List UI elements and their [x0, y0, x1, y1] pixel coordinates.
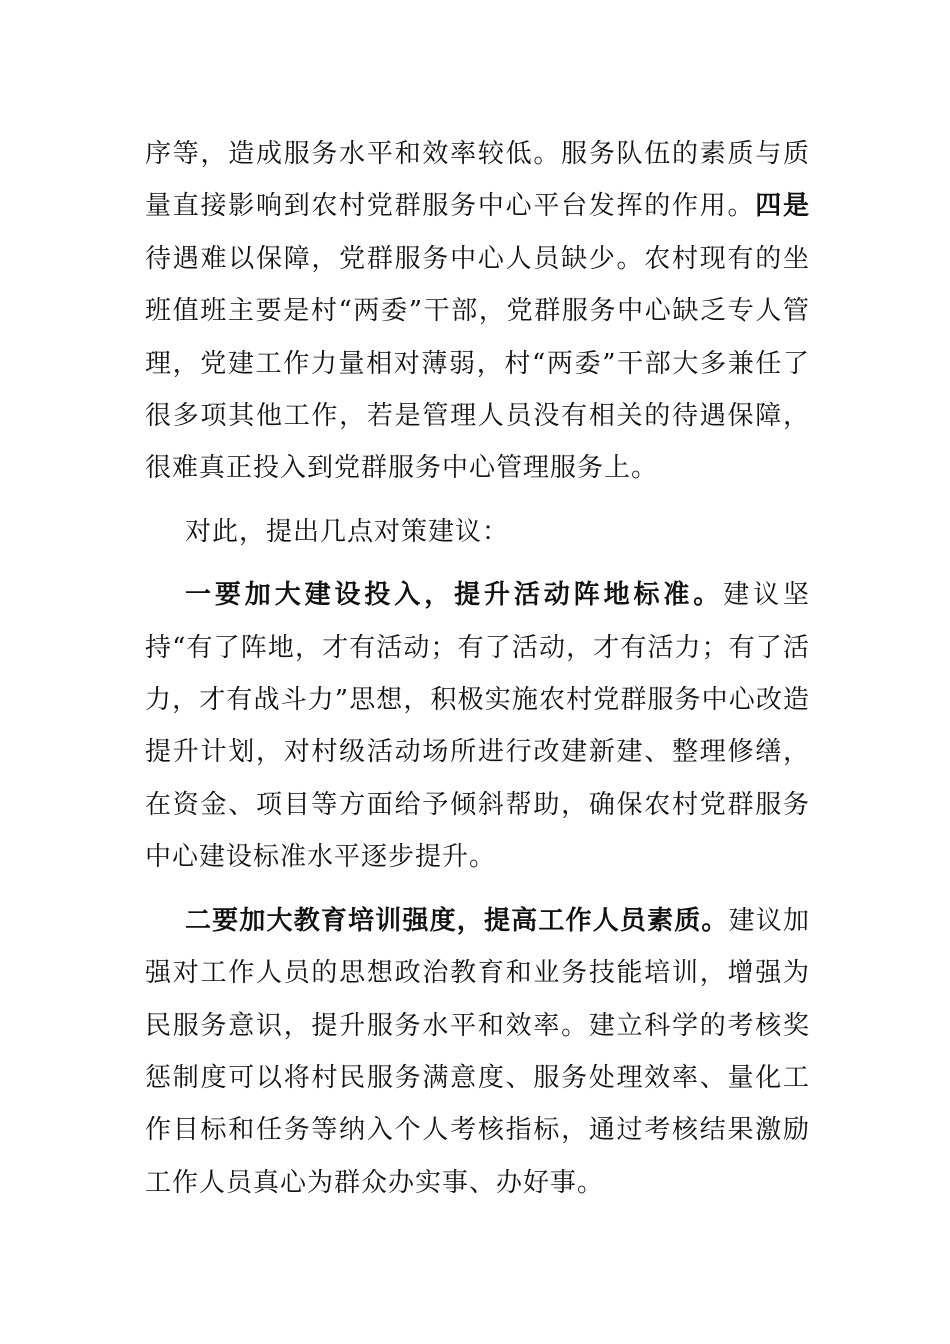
paragraph-suggestion-two	[145, 895, 810, 1209]
document-body	[145, 128, 810, 1209]
paragraph-text: 建议加强对工作人员的思想政治教育和业务技能培训，增强为民服务意识，提升服务水平和效率。建立科学的考核奖惩制度可以将村民服务满意度、服务处理效率、量化工作目标和任务等纳入个人考核指标，通过考核结果激励工作人员真心为群众办实事、办好事。	[145, 905, 810, 1198]
paragraph-text: 对此，提出几点对策建议：	[185, 516, 510, 547]
paragraph-text: 序等，造成服务水平和效率较低。服务队伍的素质与质量直接影响到农村党群服务中心平台发挥的作用。	[145, 139, 810, 222]
paragraph-heading: 一要加大建设投入，提升活动阵地标准。	[185, 580, 724, 611]
paragraph-service-shortage	[145, 128, 810, 495]
paragraph-text: 建议坚持“有了阵地，才有活动；有了活动，才有活力；有了活力，才有战斗力”思想，积极实施农村党群服务中心改造提升计划，对村级活动场所进行改建新建、整理修缮，在资金、项目等方面给予倾斜帮助，确保农村党群服务中心建设标准水平逐步提升。	[145, 580, 810, 873]
paragraph-suggestion-one	[145, 569, 810, 883]
paragraph-suggestions-intro	[145, 506, 810, 558]
paragraph-bold-lead: 四是	[755, 191, 810, 222]
paragraph-text: 待遇难以保障，党群服务中心人员缺少。农村现有的坐班值班主要是村“两委”干部，党群服务中心缺乏专人管理，党建工作力量相对薄弱，村“两委”干部大多兼任了很多项其他工作，若是管理人员没有相关的待遇保障，很难真正投入到党群服务中心管理服务上。	[145, 243, 810, 484]
paragraph-heading: 二要加大教育培训强度，提高工作人员素质。	[185, 905, 729, 936]
